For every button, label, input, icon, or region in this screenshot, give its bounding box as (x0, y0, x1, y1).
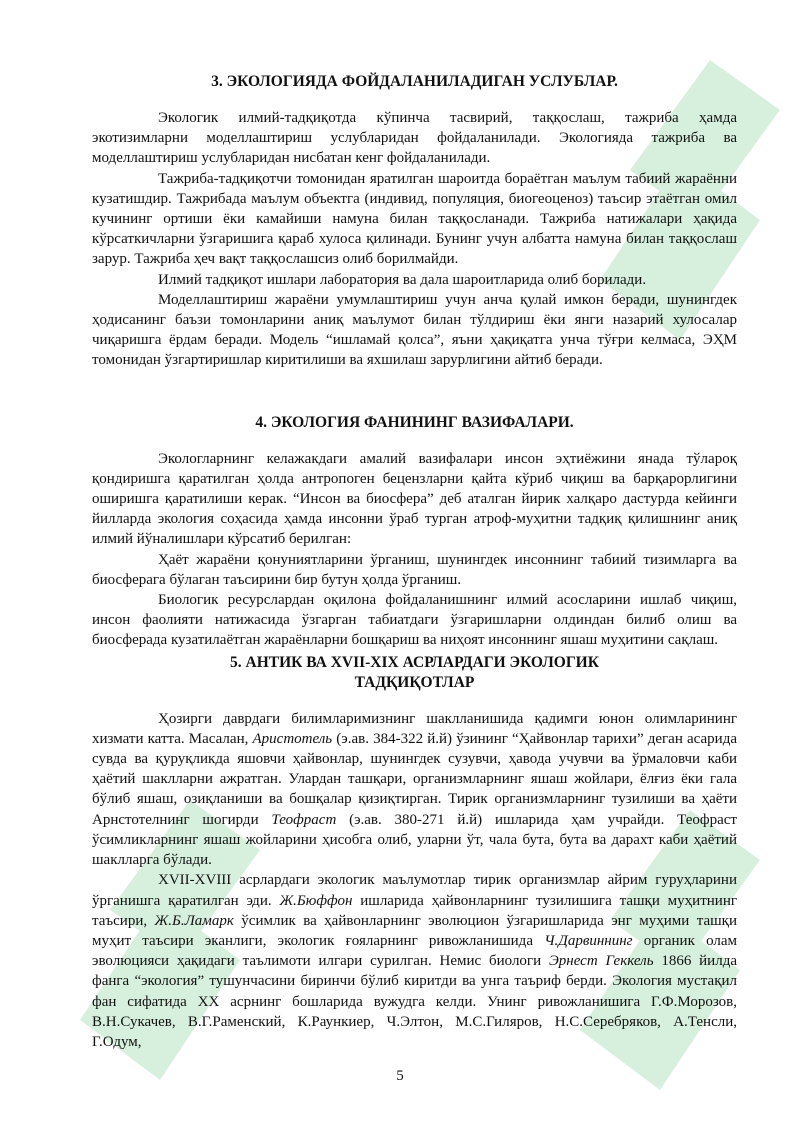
section-4-paragraph-3: Биологик ресурслардан оқилона фойдаланишнинг илмий асосларини ишлаб чиқиш, инсон фаолияти натижасида ўзгарган табиатдаги ўзгаришларни олдиндан билиб олиш ва биосферада кузатилаётган жараёнларни бошқариш ва ниҳоят инсоннинг яшаш муҳитини сақлаш. (92, 592, 737, 649)
name-aristotle: Аристотель (252, 730, 333, 747)
section-5-title-line-1: 5. АНТИК ВА XVII-XIX АСРЛАРДАГИ ЭКОЛОГИК (230, 653, 599, 671)
section-5-title (92, 653, 737, 693)
section-4-paragraph-1: Экологларнинг келажакдаги амалий вазифалари инсон эҳтиёжини янада тўлароқ қондиришга қаратилган ҳолда антропоген бецензларни қайта кўриб чиқиш ва барқарорлигини оширишга қаратилиши керак. “Инсон ва биосфера” деб аталган йирик халқаро дастурда кейинги йилларда экология соҳасида ҳамда инсонни ўраб турган атроф-муҳитни тадқиқ қилишнинг аниқ илмий йўналишлари кўрсатиб берилган: (92, 450, 737, 548)
name-lamarck: Ж.Б.Ламарк (154, 912, 234, 929)
section-4-title: 4. ЭКОЛОГИЯ ФАНИНИНГ ВАЗИФАЛАРИ. (255, 413, 574, 431)
section-3-paragraph-1: Экологик илмий-тадқиқотда кўпинча тасвирий, таққослаш, тажриба ҳамда экотизимларни моделлаштириш услубларидан фойдаланилади. Экологияда тажриба ва моделлаштириш услубларидан нисбатан кенг фойдаланилади. (92, 110, 737, 167)
section-5-paragraph-2: XVII-XVIII асрлардаги экологик маълумотлар тирик организмлар айрим гуруҳларини ўрганишга қаратилган эди. Ж.Бюффон ишларида ҳайвонларнинг тузилишига ташқи муҳитнинг таъсири, Ж.Б.Ламарк ўсимлик ва ҳайвонларнинг эволюцион ўзгаришларида энг муҳими ташқи муҳит таъсири эканлиги, экологик ғояларнинг ривожланишида Ч.Дарвиннинг органик олам эволюцияси ҳақидаги таълимоти илгари сурилган. Немис биологи Эрнест Геккель 1866 йилда фанга “экология” тушунчасини биринчи бўлиб киритди ва унга таъриф берди. Экология мустақил фан сифатида XX асрнинг бошларида вужудга келди. Унинг ривожланишига Г.Ф.Морозов, В.Н.Сукачев, В.Г.Раменский, К.Раункиер, Ч.Элтон, М.С.Гиляров, Н.С.Серебряков, А.Тенсли, Г.Одум, (92, 872, 737, 1050)
section-3-paragraph-2: Тажриба-тадқиқотчи томонидан яратилган шароитда бораётган маълум табиий жараённи кузатишдир. Тажрибада маълум объектга (индивид, популяция, биогеоценоз) таъсир этаётган омил кучининг ортиши ёки камайиши намуна билан таққосланади. Тажриба натижалари ҳақида кўрсаткичларни ўзгаришига қараб хулоса қилинади. Бунинг учун албатта намуна билан таққослаш зарур. Тажриба ҳеч вақт таққослашсиз олиб борилмайди. (92, 170, 737, 268)
section-3-title: 3. ЭКОЛОГИЯДА ФОЙДАЛАНИЛАДИГАН УСЛУБЛАР. (211, 73, 618, 90)
section-3-paragraph-4: Моделлаштириш жараёни умумлаштириш учун анча қулай имкон беради, шунингдек ҳодисанинг баъзи томонларини аниқ маълумот билан тўлдириш ёки янги назарий хулосалар чиқаришга ёрдам беради. Модель “ишламай қолса”, яъни ҳақиқатга унча тўғри келмаса, ЭҲМ томонидан ўзгартиришлар киритилиши ва яхшилаш зарурлигини айтиб беради. (92, 291, 737, 369)
name-buffon: Ж.Бюффон (279, 892, 353, 909)
section-5-paragraph-1: Ҳозирги даврдаги билимларимизнинг шаклланишида қадимги юнон олимларининг хизмати катта. Масалан, Аристотель (э.ав. 384-322 й.й) ўзининг “Ҳайвонлар тарихи” деган асарида сувда ва қуруқликда яшовчи ҳайвонлар, шунингдек сузувчи, ҳавода учувчи ва ўрмаловчи каби ҳаётий шаклларни ажратган. Улардан ташқари, организмларнинг яшаш жойлари, ёлғиз ёки гала бўлиб яшаш, озиқланиши ва бошқалар қизиқтирган. Тирик организмларнинг тузилиши ва ҳаёти Арнстотелнинг шогирди Теофраст (э.ав. 380-271 й.й) ишларида ҳам учрайди. Теофраст ўсимликларнинг яшаш жойларини ҳисобга олиб, уларни ўт, чала бута, бута ва дарахт каби ҳаётий шаклларга бўлади. (92, 710, 737, 869)
name-haeckel: Эрнест Геккель (548, 953, 654, 970)
section-3-paragraph-3: Илмий тадқиқот ишлари лаборатория ва дала шароитларида олиб борилади. (158, 271, 647, 288)
document-page (92, 70, 737, 1052)
section-5-title-line-2: ТАДҚИҚОТЛАР (354, 673, 475, 691)
section-4-paragraph-2: Ҳаёт жараёни қонуниятларини ўрганиш, шунингдек инсоннинг табиий тизимларга ва биосферага бўлаган таъсирини бир бутун ҳолда ўрганиш. (92, 551, 737, 588)
name-theophrastus: Теофраст (271, 811, 337, 828)
page-number: 5 (396, 1068, 404, 1084)
name-darwin: Ч.Дарвиннинг (544, 932, 633, 949)
